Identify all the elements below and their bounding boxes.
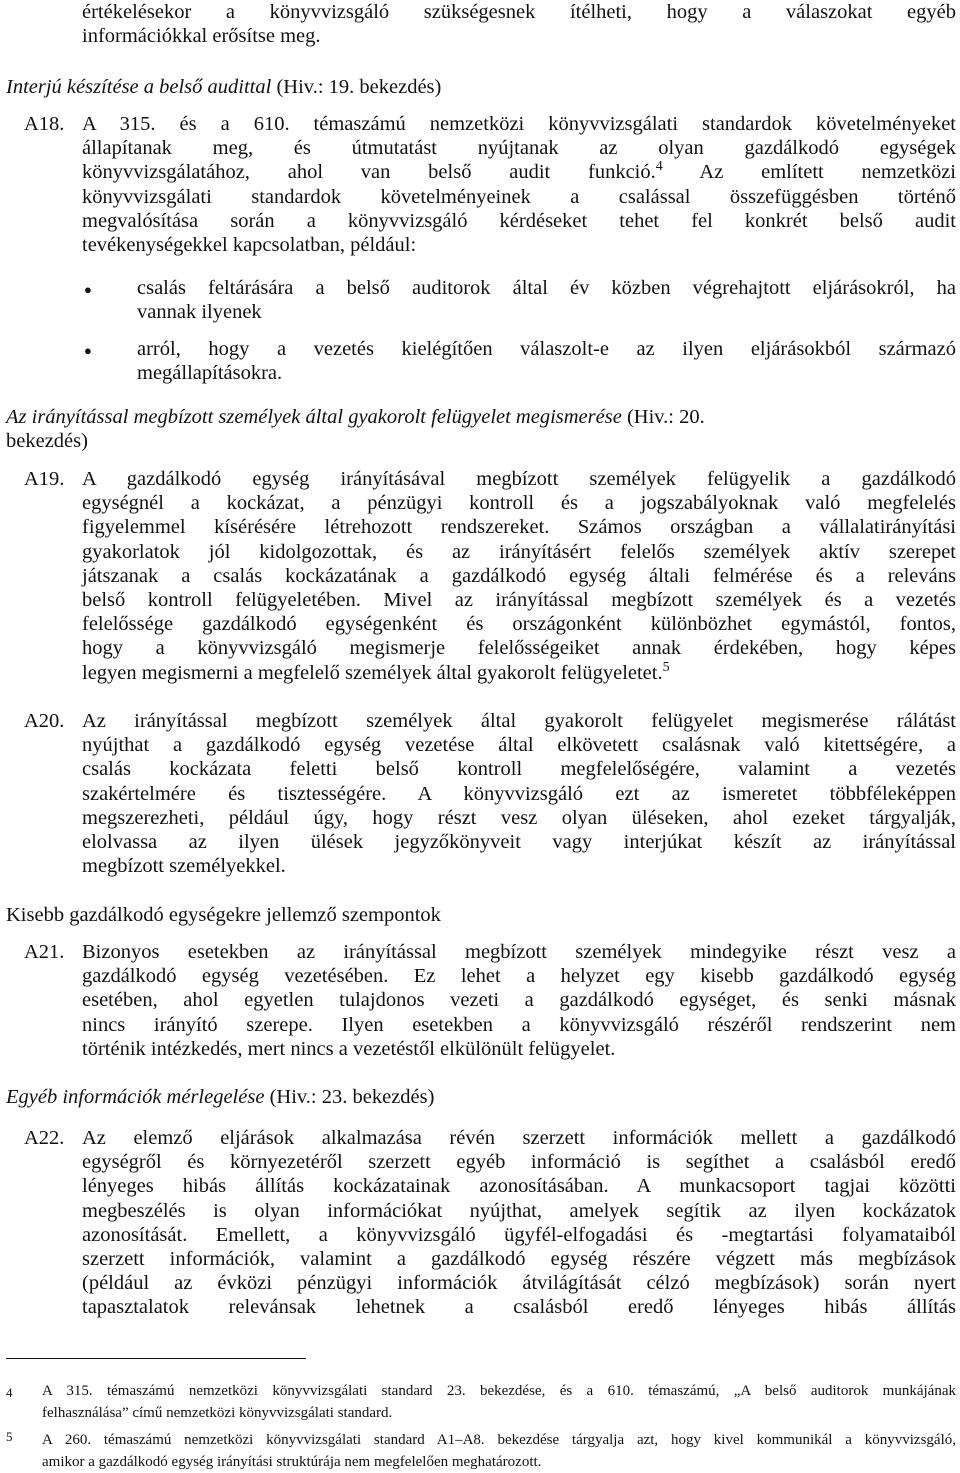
- intro-paragraph: [82, 0, 956, 48]
- text-line: A 315. és a 610. témaszámú nemzetközi könyvvizsgálati standardok követelményeket: [82, 113, 956, 135]
- bullet-icon: ●: [84, 282, 92, 297]
- text-line: lényeges hibás állítás kockázatainak azonosításában. A munkacsoport tagjai közötti: [82, 1175, 956, 1198]
- text-segment: legyen megismerni a megfelelő személyek által gyakorolt felügyeletet.: [82, 661, 663, 684]
- footnote-number: 4: [6, 1385, 13, 1400]
- text-line: azonosítását. Emellett, a könyvvizsgáló ügyfél-elfogadási és -megtartási folyamataiból: [82, 1223, 956, 1246]
- text-line: csalás feltárására a belső auditorok által év közben végrehajtott eljárásokról, ha: [137, 277, 956, 299]
- heading-ref-continued: bekezdés): [6, 430, 88, 453]
- bullet-item: [137, 337, 956, 385]
- text-line-with-footnote: [82, 661, 956, 685]
- paragraph-number: A21.: [24, 941, 65, 963]
- footnote-separator: [6, 1358, 306, 1359]
- text-line: amikor a gazdálkodó egység irányítási struktúrája nem megfelelően meghatározott.: [42, 1454, 542, 1470]
- text-line: állapítanak meg, és útmutatást nyújtanak az olyan gazdálkodó egységek: [82, 137, 956, 160]
- footnote-ref[interactable]: 4: [655, 159, 663, 175]
- text-line: megbeszélés is olyan információkat nyújthat, amelyek segítik az ilyen kockázatok: [82, 1199, 956, 1222]
- text-line: A 260. témaszámú nemzetközi könyvvizsgálati standard A1–A8. bekezdése tárgyalja azt, hogy kivel kommunikál a könyvvizsgáló,: [42, 1432, 956, 1448]
- text-line: felhasználása” című nemzetközi könyvvizsgálati standard.: [42, 1405, 393, 1421]
- text-line: megbízott személyekkel.: [82, 855, 286, 878]
- text-line: egységnél a kockázat, a pénzügyi kontroll és a jogszabályoknak való megfelelés: [82, 492, 956, 515]
- text-line: Az irányítással megbízott személyek által gyakorolt felügyelet megismerése rálátást: [82, 710, 956, 732]
- text-line: nincs irányító szerepe. Ilyen esetekben a könyvvizsgáló részéről rendszerint nem: [82, 1013, 956, 1036]
- text-line: tevékenységekkel kapcsolatban, például:: [82, 234, 417, 257]
- text-line: megvalósítása során a könyvvizsgáló kérdéseket tehet fel konkrét belső audit: [82, 209, 956, 232]
- section-heading-governance: [6, 405, 956, 453]
- paragraph-number: A20.: [24, 710, 65, 732]
- text-line: szerzett információk, valamint a gazdálkodó egység részére végzett más megbízások: [82, 1248, 956, 1271]
- text-line: csalás kockázata feletti belső kontroll megfelelőségére, valamint a vezetés: [82, 758, 956, 781]
- text-segment: könyvvizsgálatához, ahol van belső audit funkció.: [82, 161, 656, 184]
- text-line: esetében, ahol egyetlen tulajdonos vezeti a gazdálkodó egységet, és senki másnak: [82, 989, 956, 1012]
- text-line: (például az évközi pénzügyi információk átvilágítását célzó megbízások) során nyert: [82, 1272, 956, 1295]
- bullet-item: [137, 276, 956, 324]
- text-line-with-footnote: [82, 160, 956, 184]
- heading-italic: Interjú készítése a belső audittal: [6, 76, 272, 98]
- heading-ref: (Hiv.: 23. bekezdés): [264, 1086, 435, 1108]
- text-line: gyakorlatok jól kidolgozottak, és az irányításért felelős személyek aktív szerepet: [82, 540, 956, 563]
- section-heading-small-entities: Kisebb gazdálkodó egységekre jellemző szempontok: [6, 904, 441, 926]
- text-line: gazdálkodó egység vezetésében. Ez lehet a helyzet egy kisebb gazdálkodó egység: [82, 965, 956, 988]
- text-line: Bizonyos esetekben az irányítással megbízott személyek mindegyike részt vesz a: [82, 941, 956, 963]
- text-line: nyújthat a gazdálkodó egység vezetése által elkövetett csalásnak való kitettségére, a: [82, 734, 956, 757]
- text-segment: Az említett nemzetközi: [662, 161, 956, 184]
- text-line: A gazdálkodó egység irányításával megbízott személyek felügyelik a gazdálkodó: [82, 468, 956, 490]
- paragraph-a18: [82, 112, 956, 257]
- text-line: szakértelmére és tisztességére. A könyvvizsgáló ezt az ismeretet többféleképpen: [82, 782, 956, 805]
- text-line: Az elemző eljárások alkalmazása révén szerzett információk mellett a gazdálkodó: [82, 1127, 956, 1149]
- section-heading-interview: [6, 75, 956, 99]
- text-line: A 315. témaszámú nemzetközi könyvvizsgálati standard 23. bekezdése, és a 610. témaszámú, „A belső auditorok munkájának: [42, 1383, 956, 1399]
- paragraph-a19: [82, 467, 956, 685]
- heading-ref: (Hiv.: 19. bekezdés): [271, 76, 442, 98]
- heading-italic: Az irányítással megbízott személyek által gyakorolt felügyelet megismerése: [6, 406, 622, 428]
- text-line: történik intézkedés, mert nincs a vezetéstől elkülönült felügyelet.: [82, 1037, 616, 1060]
- paragraph-a20: [82, 709, 956, 878]
- text-line: egységről és környezetéről szerzett egyéb információ is segíthet a csalásból eredő: [82, 1151, 956, 1174]
- bullet-icon: ●: [84, 343, 92, 358]
- text-line: értékelésekor a könyvvizsgáló szükségesnek ítélheti, hogy a válaszokat egyéb: [82, 1, 956, 23]
- footnote-number: 5: [6, 1429, 13, 1444]
- text-line: megszerezheti, például úgy, hogy részt vesz olyan üléseken, ahol ezeket tárgyalják,: [82, 806, 956, 829]
- paragraph-a22: [82, 1126, 956, 1320]
- text-line: belső kontroll felügyeletében. Mivel az irányítással megbízott személyek és a vezetés: [82, 589, 956, 612]
- text-line: megállapításokra.: [137, 362, 283, 385]
- text-line: elolvassa az ilyen ülések jegyzőkönyveit vagy interjúkat készít az irányítással: [82, 831, 956, 854]
- paragraph-number: A18.: [24, 113, 65, 135]
- section-heading-other-info: [6, 1085, 956, 1109]
- text-line: felelőssége gazdálkodó egységenként és országonként különbözhet egymástól, fontos,: [82, 613, 956, 636]
- text-line: arról, hogy a vezetés kielégítően válaszolt-e az ilyen eljárásokból származó: [137, 338, 956, 360]
- paragraph-number: A19.: [24, 468, 65, 490]
- text-line: könyvvizsgálati standardok követelményeinek a csalással összefüggésben történő: [82, 185, 956, 208]
- paragraph-number: A22.: [24, 1127, 65, 1149]
- footnote-text: [42, 1429, 956, 1473]
- heading-italic: Egyéb információk mérlegelése: [6, 1086, 265, 1108]
- footnote-ref[interactable]: 5: [662, 659, 670, 675]
- text-line: játszanak a csalás kockázatának a gazdálkodó egység általi felmérése és a releváns: [82, 564, 956, 587]
- footnote-text: [42, 1380, 956, 1424]
- text-line: vannak ilyenek: [137, 301, 262, 324]
- text-line: figyelemmel kísérésére létrehozott rendszereket. Számos országban a vállalatirányítási: [82, 516, 956, 539]
- text-line: hogy a könyvvizsgáló megismerje felelősségeiket annak érdekében, hogy képes: [82, 637, 956, 660]
- text-line: tapasztalatok relevánsak lehetnek a csalásból eredő lényeges hibás állítás: [82, 1296, 956, 1319]
- paragraph-a21: [82, 940, 956, 1061]
- heading-ref: (Hiv.: 20.: [621, 406, 705, 428]
- text-line: információkkal erősítse meg.: [82, 25, 321, 48]
